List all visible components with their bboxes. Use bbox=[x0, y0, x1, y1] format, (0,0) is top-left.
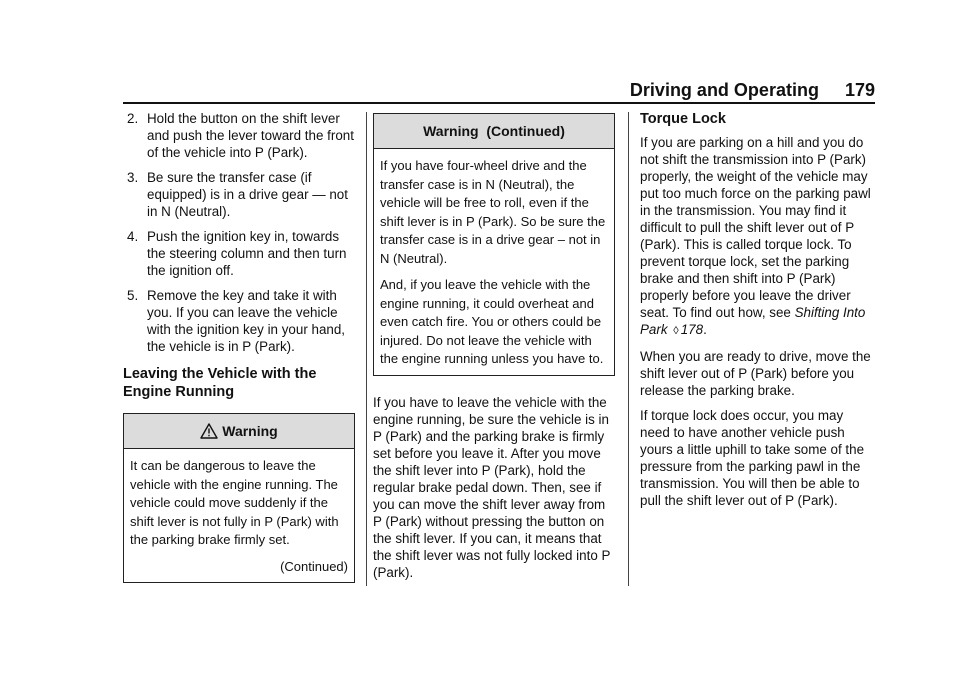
warning-body bbox=[374, 149, 614, 375]
list-item bbox=[123, 228, 355, 279]
list-item bbox=[123, 169, 355, 220]
column-divider-2 bbox=[628, 112, 629, 586]
middle-column bbox=[373, 113, 615, 589]
paragraph-text: If you are parking on a hill and you do not shift the transmission into P (Park) properly, the weight of the vehicle may put too much force on the parking pawl in the transmission. You may find it difficult to pull the shift lever out of P (Park). This is called torque lock. To prevent torque lock, set the parking brake and then shift into P (Park) properly before you leave the driver seat. To find out how, see bbox=[640, 135, 871, 320]
step-text: Push the ignition key in, towards the steering column and then turn the ignition off. bbox=[147, 229, 347, 278]
column-divider-1 bbox=[366, 112, 367, 586]
step-number: 3. bbox=[127, 170, 139, 185]
continued-label: (Continued) bbox=[280, 558, 348, 574]
warning-triangle-icon bbox=[200, 417, 218, 451]
steps-list bbox=[123, 110, 355, 355]
page-ref-icon: ◊ bbox=[673, 325, 679, 337]
xref-title: Shifting Into Park bbox=[640, 305, 866, 337]
warning-title-bar bbox=[124, 414, 354, 449]
sentence-end: . bbox=[703, 322, 707, 337]
step-text: Be sure the transfer case (if equipped) is in a drive gear — not in N (Neutral). bbox=[147, 170, 348, 219]
list-item bbox=[123, 287, 355, 355]
warning-text: And, if you leave the vehicle with the engine running, it could overheat and even catch fire. You or others could be injured. Do not leave the vehicle with the engine running unless you have to. bbox=[380, 277, 604, 366]
section-heading: Leaving the Vehicle with the Engine Running bbox=[123, 366, 317, 400]
warning-title-bar: Warning (Continued) bbox=[374, 114, 614, 149]
warning-box bbox=[123, 413, 355, 583]
list-item bbox=[123, 110, 355, 161]
page-header bbox=[620, 80, 875, 102]
section-heading: Torque Lock bbox=[640, 111, 726, 127]
xref-page: 178 bbox=[680, 322, 704, 337]
body-paragraph: If torque lock does occur, you may need to have another vehicle push yours a little uphill to take some of the pressure from the parking pawl in the transmission. You will then be able to pull the shift lever out of P (Park). bbox=[640, 408, 865, 508]
body-paragraph: When you are ready to drive, move the shift lever out of P (Park) before you release the parking brake. bbox=[640, 349, 871, 398]
step-number: 4. bbox=[127, 229, 139, 244]
section-title: Driving and Operating bbox=[629, 80, 819, 100]
body-paragraph bbox=[640, 134, 876, 340]
warning-title: Warning bbox=[222, 423, 278, 439]
header-divider bbox=[123, 102, 875, 104]
warning-text: It can be dangerous to leave the vehicle with the engine running. The vehicle could move suddenly if the shift lever is not fully in P (Park) with the parking brake firmly set. bbox=[130, 458, 339, 547]
step-text: Remove the key and take it with you. If you can leave the vehicle with the ignition key in your hand, the vehicle is in P (Park). bbox=[147, 288, 346, 354]
step-number: 2. bbox=[127, 111, 139, 126]
right-column bbox=[640, 110, 876, 517]
step-text: Hold the button on the shift lever and push the lever toward the front of the vehicle into P (Park). bbox=[147, 111, 354, 160]
warning-body bbox=[124, 449, 354, 582]
body-paragraph: If you have to leave the vehicle with the engine running, be sure the vehicle is in P (Park) and the parking brake is firmly set before you leave it. After you move the shift lever into P (Park), hold the regular brake pedal down. Then, see if you can move the shift lever away from P (Park) without pressing the button on the shift lever. If you can, it means that the shift lever was not fully locked into P (Park). bbox=[373, 394, 611, 580]
warning-text: If you have four-wheel drive and the transfer case is in N (Neutral), the vehicle will be free to roll, even if the shift lever is in P (Park). So be sure the transfer case is in a drive gear – not in N (Neutral). bbox=[380, 158, 606, 266]
page-number: 179 bbox=[844, 80, 875, 100]
step-number: 5. bbox=[127, 288, 139, 303]
left-column bbox=[123, 110, 355, 583]
warning-box-continued bbox=[373, 113, 615, 376]
